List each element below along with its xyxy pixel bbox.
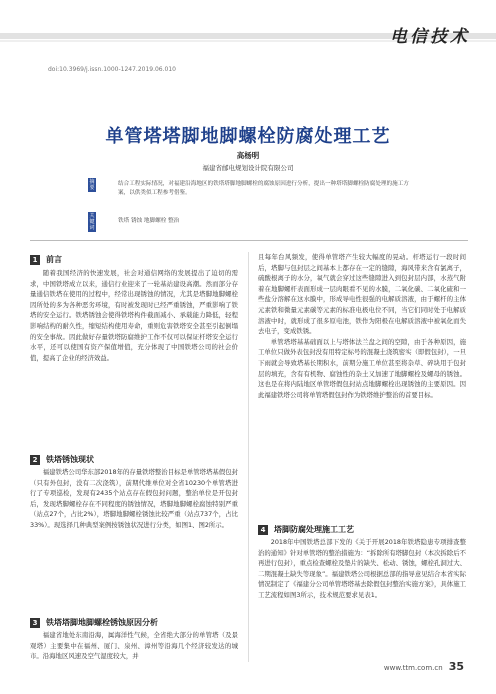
footer-url: www.ttm.com.cn: [383, 664, 443, 672]
section-4-body: [258, 537, 466, 601]
keywords-text: 铁塔 锈蚀 地脚螺栓 整治: [118, 218, 180, 224]
page-number: 35: [448, 660, 464, 673]
right-column-body: [258, 252, 466, 400]
section-3-title: 铁塔塔脚地脚螺栓锈蚀原因分析: [46, 618, 158, 627]
paragraph: 单管塔塔基基础面以上与塔体法兰盘之间的空隙，由于各种原因，施工单位只做外表包封没有用特定标号的混凝土浇筑密实（即假包封），一旦下雨就会导致塔基长期积水，前期分施工单位甚至将杂草、碎块用于包封层的填充，含有有机物、腐蚀性的杂土又加速了地脚螺栓及螺母的锈蚀。这也是在将内陆地区单管塔假包封站点地脚螺栓出现锈蚀的主要原因。因此福建铁塔公司将单管塔假包封作为铁塔维护整治的首要目标。: [258, 337, 466, 399]
journal-title: 电信技术: [390, 27, 470, 47]
abstract-tag: 摘要: [89, 179, 95, 191]
doi: doi:10.3969/j.issn.1000-1247.2019.06.010: [48, 66, 176, 73]
abstract-box: [88, 178, 408, 208]
header-divider: [30, 240, 468, 241]
article-title: 单管塔塔脚地脚螺栓防腐处理工艺: [105, 126, 391, 147]
section-2-heading: [30, 454, 94, 465]
page-footer: [384, 660, 464, 673]
author: 高杨明: [236, 151, 260, 160]
paragraph: 随着我国经济的快速发展，社会对通信网络的发展提出了迫切的需求，中国铁塔成立以来，通信行业迎来了一轮基站建设高潮。然而部分存量通信铁塔在使用的过程中，经常出现锈蚀的情况，尤其是塔脚地脚螺栓因所处的多为各种恶劣环境，有时被发现时已经严重锈蚀，严重影响了铁塔的安全运行。铁塔锈蚀会使得铁塔构件截面减小、承载能力降低，轻程影响结构的耐久性，缩短结构使用寿命，重则危害铁塔安全甚至引起倒塌的安全事故。因此做好存量铁塔防腐维护工作不仅可以保证杆塔安全运行水平，还可以使国有资产保值增值，充分体现了中国铁塔公司的社会价值，提高了企业的经济效益。: [30, 269, 238, 362]
abstract-text: 结合工程实际情况，对福建沿海地区的铁塔塔脚地脚螺栓的腐蚀原因进行分析，提出一种塔塔脚螺栓防腐处理的施工方案，以供类似工程参考借鉴。: [118, 181, 409, 196]
paragraph: 2018年中国铁塔总部下发的《关于开展2018年铁塔隐患专项排查整治的通知》针对单管塔的整治措施为：“拆除所有塔脚包封（本次拆除后不再进行包封），重点检查螺栓及垫片的缺失、松动、锈蚀，螺栓孔洞过大、二期混凝土缺失等现象”。福建铁塔公司根据总部的指导意见结合本省实际情况制定了《福建分公司单管塔塔基去除假包封整治实施方案》，具体施工工艺流程如图3所示，技术规范要求见表1。: [258, 538, 466, 599]
section-3-body: [30, 630, 238, 662]
section-3-number: 3: [30, 618, 40, 628]
section-4-title: 塔脚防腐处理施工工艺: [274, 525, 354, 534]
section-4-heading: [258, 524, 354, 535]
journal-header: [0, 0, 496, 50]
paragraph: 且每年台风频发，使得单管塔产生较大幅度的晃动。杆塔运行一段时间后，塔脚与包封层之间基本上都存在一定的缝隙，海风带来含有氯离子，硫酸根离子的水分，氧气就会穿过这些缝隙进入到包封层内部，水蒸气附着在地脚螺杆表面形成一层肉眼看不见的水膜，二氧化碳、二氧化硫和一些盐分溶解在这水膜中，形成导电性很强的电解质溶液，由于螺杆的主体元素铁和微量元素碳等元素的标准电极电位不同，当它们同时处于电解质溶液中时，就形成了很多原电池，铁作为阳极在电解质溶液中被氧化而失去电子，变成铁锈。: [258, 253, 466, 336]
paragraph: 福建省地处东南沿海，属海洋性气候，全省绝大部分的单管塔（及景观塔）主要集中在福州、厦门、泉州、漳州等沿海几个经济较发达的城市。沿海地区风速及空气湿度较大，并: [30, 631, 238, 661]
keywords-tag: 关键词: [89, 213, 95, 231]
column-divider: [248, 252, 249, 662]
affiliation: 福建省邮电规划设计院有限公司: [202, 164, 294, 172]
section-2-body: [30, 467, 238, 531]
section-3-heading: [30, 617, 158, 628]
section-1-heading: [30, 254, 62, 265]
section-1-title: 前言: [46, 255, 62, 264]
section-4-number: 4: [258, 525, 268, 535]
section-1-body: [30, 268, 238, 363]
section-1-number: 1: [30, 255, 40, 265]
paragraph: 福建铁塔公司华东部2018年的存量铁塔整治目标是单管塔塔基假包封（只有外包封，没有二次浇筑），前期代维单位对全省10230个单管塔进行了专项巡检，发现有2435个站点存在假包封问题，整治单位是开包封后，发现塔脚螺栓存在不同程度的锈蚀情况，塔脚地脚螺栓腐蚀特别严重（站点27个，占比2%），塔脚地脚螺栓锈蚀比较严重（站点737个，占比33%）。现选择几种典型案例按锈蚀状况进行分类，如图1、图2所示。: [30, 468, 238, 529]
section-2-title: 铁塔锈蚀现状: [46, 455, 94, 464]
section-2-number: 2: [30, 455, 40, 465]
